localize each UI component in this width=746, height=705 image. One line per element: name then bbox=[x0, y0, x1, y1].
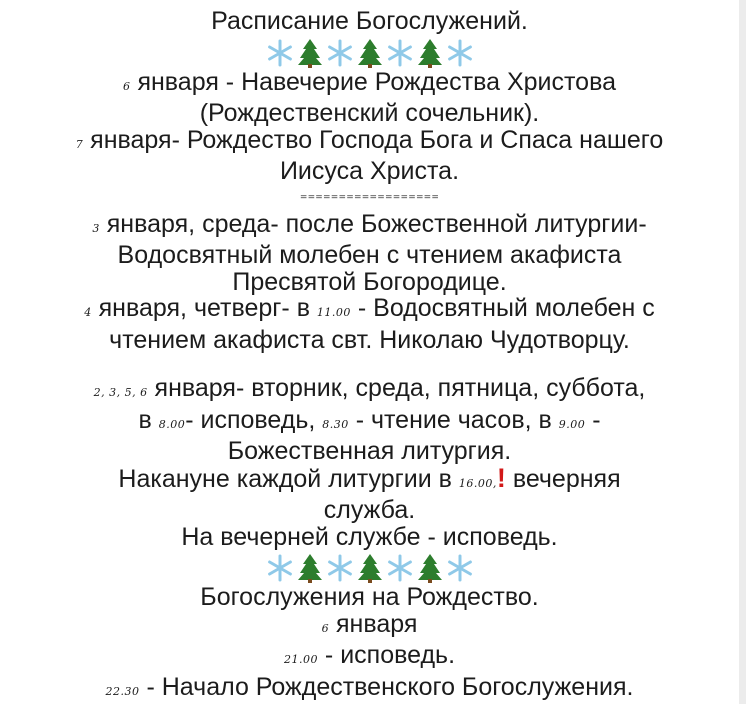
date-label: 7 bbox=[76, 138, 84, 151]
snowflake-icon bbox=[269, 556, 290, 580]
line-text: - чтение часов, в bbox=[356, 406, 552, 434]
block1-line4: Иисуса Христа. bbox=[0, 158, 739, 185]
date-label: 2, 3, 5, 6 bbox=[94, 386, 148, 399]
date-label: 3 bbox=[92, 222, 100, 235]
block3-line4 bbox=[0, 465, 739, 498]
line-text: Накануне каждой литургии в bbox=[118, 465, 452, 493]
time-label: 8.30 bbox=[322, 418, 349, 431]
block2-line2: Водосвятный молебен с чтением акафиста bbox=[0, 242, 739, 269]
snowflake-icon bbox=[449, 41, 470, 65]
block4-line3 bbox=[0, 674, 739, 705]
christmas-services-heading: Богослужения на Рождество. bbox=[0, 584, 739, 611]
line-text: - bbox=[592, 406, 600, 434]
snowflake-icon bbox=[389, 41, 410, 65]
line-text: вечерняя bbox=[513, 465, 621, 493]
snowflake-icon bbox=[329, 556, 350, 580]
snowflake-icon bbox=[389, 556, 410, 580]
spacer bbox=[0, 353, 739, 375]
block2-line4 bbox=[0, 295, 739, 327]
christmas-tree-icon bbox=[358, 39, 382, 68]
line-text: - исповедь, bbox=[185, 406, 315, 434]
date-label: 4 bbox=[84, 306, 92, 319]
time-label: 21.00 bbox=[284, 653, 318, 666]
block3-line5: служба. bbox=[0, 497, 739, 524]
line-text: января bbox=[336, 610, 417, 638]
block3-line6: На вечерней службе - исповедь. bbox=[0, 524, 739, 551]
christmas-tree-icon bbox=[418, 39, 442, 68]
right-border bbox=[739, 0, 746, 704]
time-label: 16.00, bbox=[459, 477, 497, 490]
separator: ================== bbox=[0, 185, 739, 211]
block1-line2: (Рождественский сочельник). bbox=[0, 100, 739, 127]
time-label: 8.00 bbox=[159, 418, 186, 431]
time-label: 11.00 bbox=[317, 306, 351, 319]
decor-row-bottom bbox=[0, 552, 739, 582]
block3-line2 bbox=[0, 407, 739, 439]
snowflake-icon bbox=[449, 556, 470, 580]
exclamation-icon: ! bbox=[497, 463, 506, 493]
christmas-tree-icon bbox=[358, 554, 382, 583]
block4-line2 bbox=[0, 642, 739, 674]
block2-line1 bbox=[0, 211, 739, 243]
page-title: Расписание Богослужений. bbox=[0, 8, 739, 35]
block4-line1 bbox=[0, 611, 739, 643]
line-text: января, среда- после Божественной литургии- bbox=[107, 210, 647, 238]
line-text: января- вторник, среда, пятница, суббота, bbox=[155, 374, 646, 402]
block2-line3: Пресвятой Богородице. bbox=[0, 269, 739, 296]
line-text: - Водосвятный молебен с bbox=[358, 294, 655, 322]
christmas-tree-icon bbox=[418, 554, 442, 583]
block3-line1 bbox=[0, 375, 739, 407]
decor-row-top bbox=[0, 37, 739, 67]
block1-line1 bbox=[0, 69, 739, 101]
snowflake-icon bbox=[329, 41, 350, 65]
time-label: 22.30 bbox=[106, 685, 140, 698]
line-text: - исповедь. bbox=[325, 641, 455, 669]
block2-line5: чтением акафиста свт. Николаю Чудотворцу. bbox=[0, 327, 739, 354]
date-label: 6 bbox=[123, 80, 131, 93]
block3-line3: Божественная литургия. bbox=[0, 438, 739, 465]
time-label: 9.00 bbox=[559, 418, 586, 431]
schedule-document bbox=[0, 8, 739, 705]
date-label: 6 bbox=[322, 622, 330, 635]
line-text: в bbox=[138, 406, 151, 434]
christmas-tree-icon bbox=[298, 39, 322, 68]
christmas-tree-icon bbox=[298, 554, 322, 583]
line-text: - Начало Рождественского Богослужения. bbox=[146, 673, 633, 701]
line-text: января- Рождество Господа Бога и Спаса нашего bbox=[90, 126, 663, 154]
line-text: января, четверг- в bbox=[99, 294, 310, 322]
line-text: января - Навечерие Рождества Христова bbox=[137, 68, 616, 96]
snowflake-icon bbox=[269, 41, 290, 65]
block1-line3 bbox=[0, 127, 739, 159]
